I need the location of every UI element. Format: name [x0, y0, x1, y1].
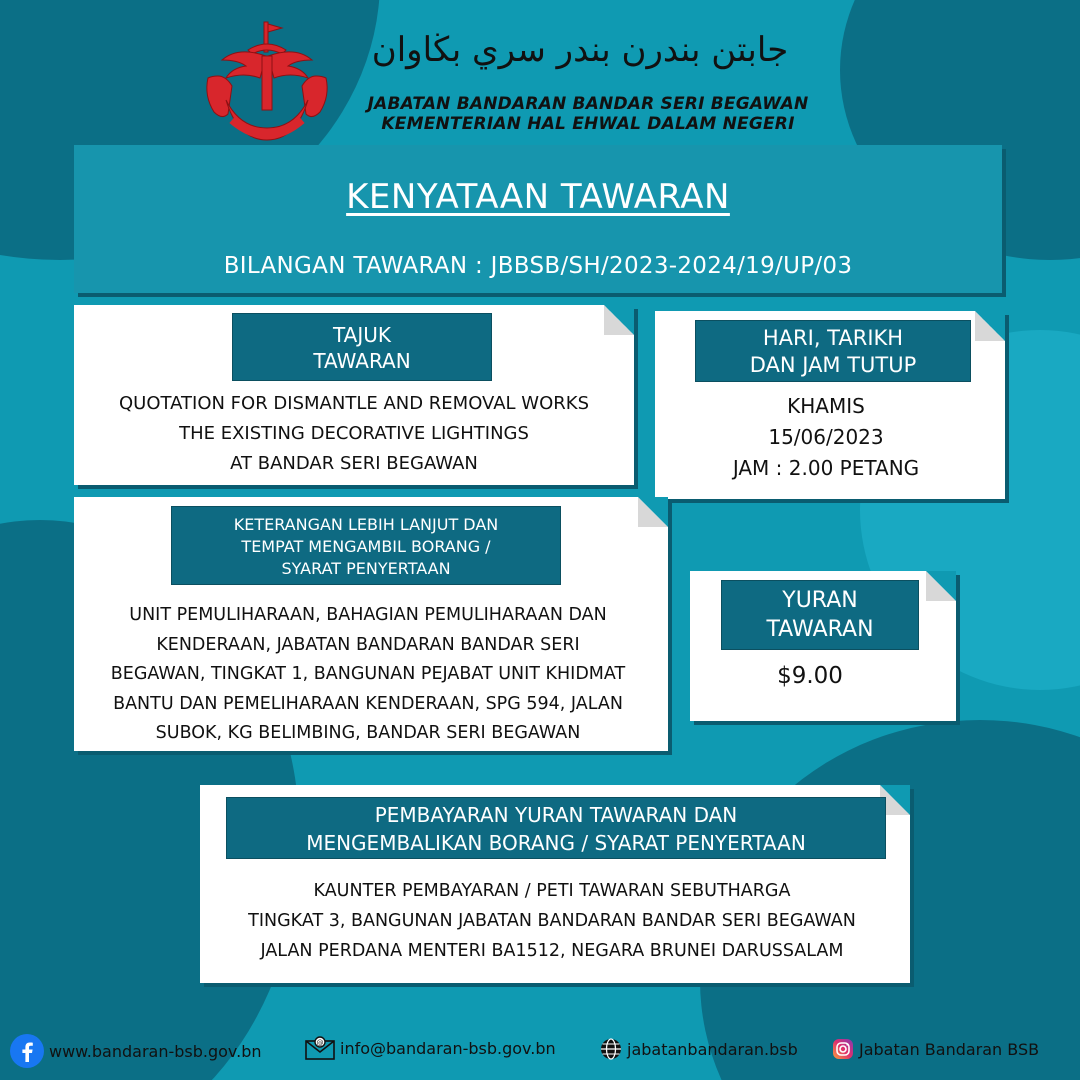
closing-day: KHAMIS	[787, 394, 865, 418]
label-line: HARI, TARIKH	[762, 326, 904, 350]
instagram-text: Jabatan Bandaran BSB	[859, 1039, 1040, 1059]
closing-date-label	[695, 320, 971, 382]
web-handle-text: jabatanbandaran.bsb	[627, 1039, 798, 1059]
globe-icon	[600, 1038, 622, 1060]
website-text: www.bandaran-bsb.gov.bn	[49, 1041, 262, 1061]
website-link[interactable]	[10, 1034, 262, 1068]
department-name	[340, 94, 836, 134]
text-line: JALAN PERDANA MENTERI BA1512, NEGARA BRUNEI DARUSSALAM	[260, 941, 844, 961]
payment-label	[226, 797, 886, 859]
text-line: AT BANDAR SERI BEGAWAN	[230, 453, 478, 474]
text-line: KENDERAAN, JABATAN BANDARAN BANDAR SERI	[156, 634, 580, 655]
mail-icon	[305, 1036, 335, 1060]
text-line: QUOTATION FOR DISMANTLE AND REMOVAL WORKS	[118, 393, 589, 414]
facebook-icon	[10, 1034, 44, 1068]
page-title: KENYATAAN TAWARAN	[346, 177, 730, 217]
department-name-line: JABATAN BANDARAN BANDAR SERI BEGAWAN	[367, 94, 809, 114]
instagram-icon	[832, 1038, 854, 1060]
page-fold	[638, 497, 668, 527]
closing-date-text	[655, 391, 1005, 484]
label-line: TAWARAN	[313, 349, 411, 373]
title-panel	[74, 145, 1002, 293]
label-line: TEMPAT MENGAMBIL BORANG /	[241, 537, 491, 556]
label-line: MENGEMBALIKAN BORANG / SYARAT PENYERTAAN	[306, 831, 806, 855]
jawi-department-name: جابتن بندرن بندر سري بڬاوان	[371, 30, 789, 70]
tender-fee-card	[690, 571, 956, 721]
label-line: YURAN	[782, 588, 858, 613]
text-line: BANTU DAN PEMELIHARAAN KENDERAAN, SPG 594, JALAN	[113, 693, 623, 714]
page-fold	[604, 305, 634, 335]
web-handle-link[interactable]	[600, 1038, 798, 1060]
label-line: DAN JAM TUTUP	[749, 353, 917, 377]
brunei-crest-emblem	[198, 16, 336, 148]
text-line: THE EXISTING DECORATIVE LIGHTINGS	[179, 423, 529, 444]
email-link[interactable]	[305, 1036, 556, 1060]
tender-fee-amount: $9.00	[777, 663, 843, 689]
closing-time: JAM : 2.00 PETANG	[732, 456, 920, 480]
label-line: TAWARAN	[766, 617, 874, 642]
closing-date: 15/06/2023	[768, 425, 884, 449]
text-line: BEGAWAN, TINGKAT 1, BANGUNAN PEJABAT UNIT KHIDMAT	[110, 664, 626, 684]
contact-footer	[0, 1030, 1080, 1070]
further-info-label	[171, 506, 561, 585]
page-fold	[975, 311, 1005, 341]
label-line: KETERANGAN LEBIH LANJUT DAN	[233, 515, 499, 534]
label-line: SYARAT PENYERTAAN	[281, 559, 451, 578]
payment-address	[200, 876, 910, 966]
ministry-name-line: KEMENTERIAN HAL EHWAL DALAM NEGERI	[381, 114, 795, 134]
further-info-address	[74, 601, 668, 749]
instagram-link[interactable]	[832, 1038, 1039, 1060]
email-text: info@bandaran-bsb.gov.bn	[340, 1038, 556, 1058]
text-line: UNIT PEMULIHARAAN, BAHAGIAN PEMULIHARAAN DAN	[129, 605, 607, 625]
label-line: PEMBAYARAN YURAN TAWARAN DAN	[374, 803, 738, 827]
page-fold	[926, 571, 956, 601]
further-info-card	[74, 497, 668, 751]
tender-fee-label	[721, 580, 919, 650]
text-line: KAUNTER PEMBAYARAN / PETI TAWARAN SEBUTHARGA	[313, 881, 791, 901]
closing-date-card	[655, 311, 1005, 499]
text-line: TINGKAT 3, BANGUNAN JABATAN BANDARAN BANDAR SERI BEGAWAN	[248, 911, 856, 931]
tender-title-label	[232, 313, 492, 381]
label-line: TAJUK	[333, 323, 391, 347]
tender-title-card	[74, 305, 634, 485]
tender-reference-number: BILANGAN TAWARAN : JBBSB/SH/2023-2024/19/UP/03	[223, 253, 853, 279]
text-line: SUBOK, KG BELIMBING, BANDAR SERI BEGAWAN	[155, 723, 581, 743]
svg-text:@: @	[316, 1039, 324, 1047]
tender-title-text	[74, 389, 634, 479]
payment-card	[200, 785, 910, 983]
